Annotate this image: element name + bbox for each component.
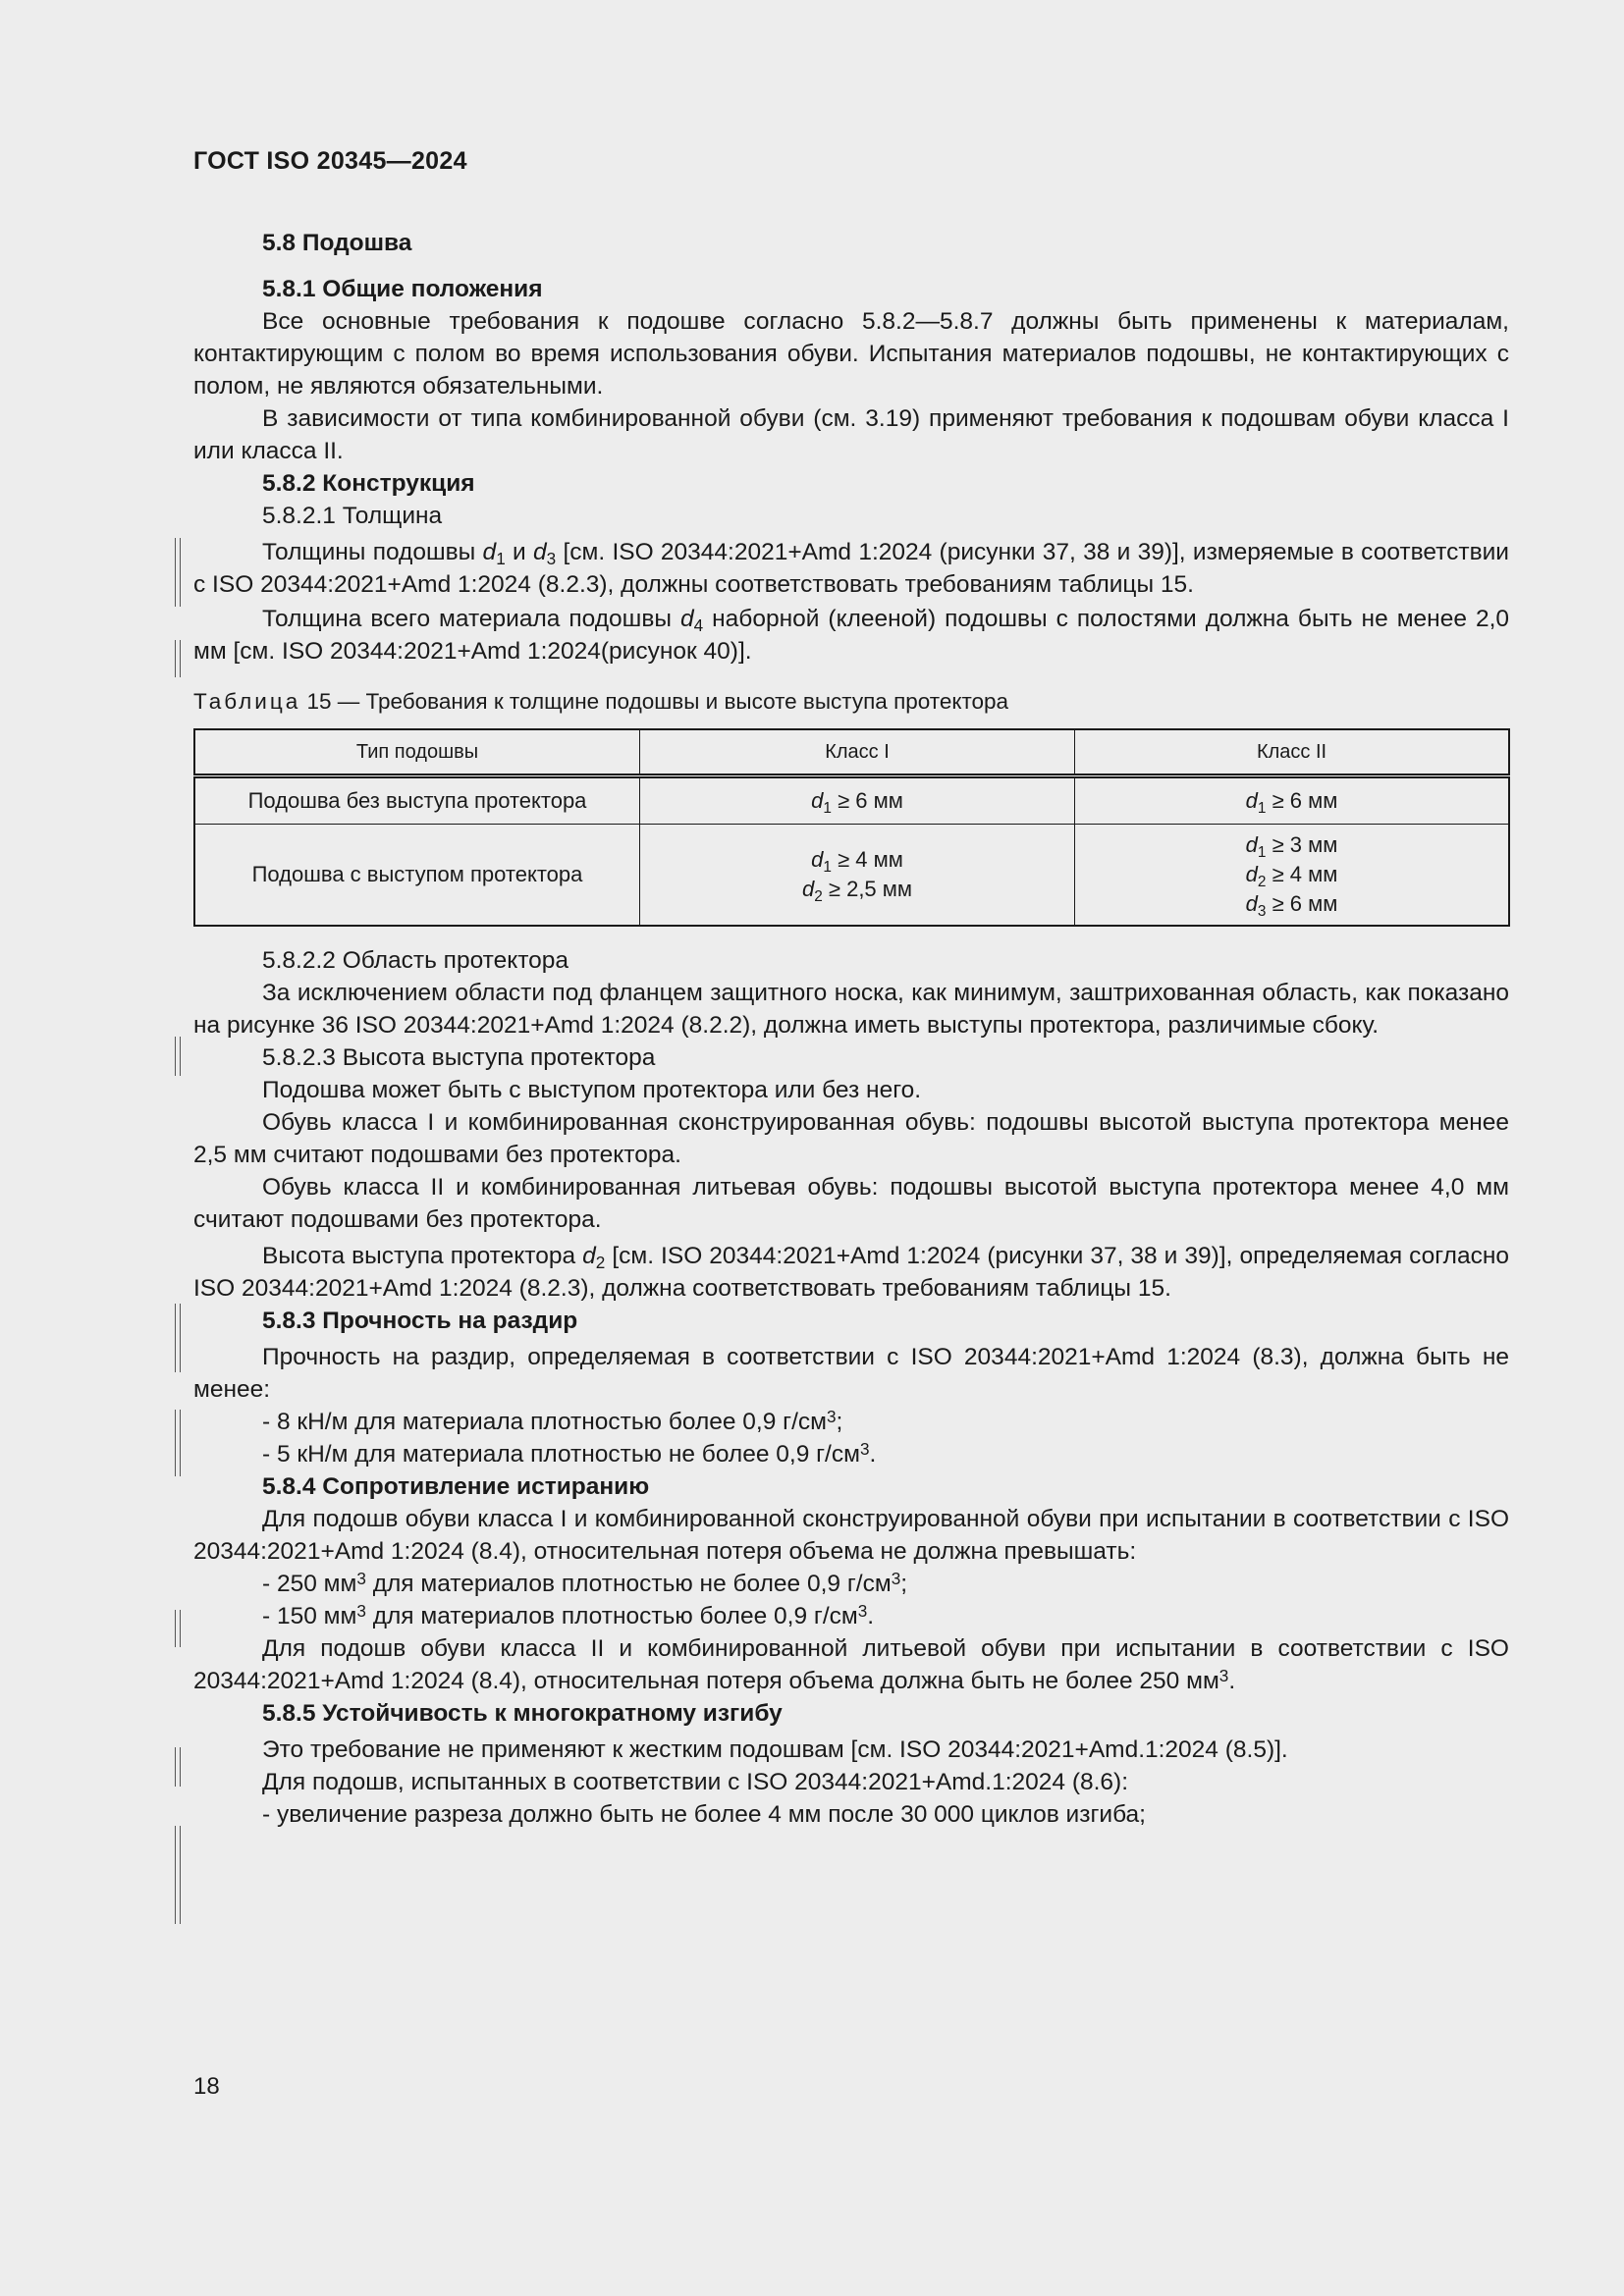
subsection-heading: 5.8.2.3 Высота выступа протектора [262, 1044, 656, 1071]
table-row [194, 776, 1509, 825]
table-cell: $d_1 \ge 6$ мм [1075, 776, 1510, 825]
revision-bar [175, 640, 181, 677]
header-cell: Тип подошвы [194, 729, 640, 776]
subsection-heading: 5.8.2.2 Область протектора [262, 947, 569, 974]
paragraph: Это требование не применяют к жестким подошвам [см. ISO 20344:2021+Amd.1:2024 (8.5)]. [262, 1736, 1288, 1763]
revision-bar [175, 1410, 181, 1476]
revision-bar [175, 1610, 181, 1647]
table-cell: $d_1 \ge 4$ мм $d_2 \ge 2,5$ мм [640, 825, 1075, 927]
paragraph: Обувь класса II и комбинированная литьевая обувь: подошвы высотой выступа протектора менее 4,0 мм считают подошвами без протектора. [193, 1174, 1509, 1233]
section-heading: 5.8 Подошва [262, 230, 412, 256]
table-caption: Таблица 15 — Требования к толщине подошвы и высоте выступа протектора [193, 689, 1009, 714]
list-item: - 250 $мм^3$ для материалов плотностью не более 0,9 $г/см^3$; [262, 1569, 908, 1597]
section-heading: 5.8.5 Устойчивость к многократному изгибу [262, 1700, 783, 1727]
paragraph: В зависимости от типа комбинированной обуви (см. 3.19) применяют требования к подошвам обуви класса I или класса II. [193, 405, 1509, 464]
revision-bar [175, 538, 181, 607]
paragraph: Для подошв обуви класса I и комбинированной сконструированной обуви при испытании в соответствии с ISO 20344:2021+Amd 1:2024 (8.4), относительная потеря объема не должна превышать: [193, 1506, 1509, 1565]
paragraph: Для подошв, испытанных в соответствии с ISO 20344:2021+Amd.1:2024 (8.6): [262, 1769, 1128, 1795]
table-cell: $d_1 \ge 3$ мм $d_2 \ge 4$ мм $d_3 \ge 6$ мм [1075, 825, 1510, 927]
revision-bar [175, 1304, 181, 1372]
document-header: ГОСТ ISO 20345—2024 [193, 147, 467, 175]
revision-bar [175, 1747, 181, 1787]
list-item: - 8 кН/м для материала плотностью более 0,9 $г/см^3$; [262, 1407, 843, 1435]
paragraph: Толщины подошвы $d_1$ и $d_3$ [см. ISO 20344:2021+Amd 1:2024 (рисунки 37, 38 и 39)], измеряемые в соответствии с ISO 20344:2021+Amd 1:2024 (8.2.3), должны соответствовать требованиям таблицы 15. [193, 539, 1509, 598]
table-header-row [194, 729, 1509, 776]
paragraph: Обувь класса I и комбинированная сконструированная обувь: подошвы высотой выступа протектора менее 2,5 мм считают подошвами без протектора. [193, 1109, 1509, 1168]
header-cell: Класс II [1075, 729, 1510, 776]
table-row [194, 825, 1509, 927]
subsection-heading: 5.8.2.1 Толщина [262, 503, 443, 529]
section-heading: 5.8.1 Общие положения [262, 276, 543, 302]
paragraph: Высота выступа протектора $d_2$ [см. ISO 20344:2021+Amd 1:2024 (рисунки 37, 38 и 39)], определяемая согласно ISO 20344:2021+Amd 1:2024 (8.2.3), должна соответствовать требованиям таблицы 15. [193, 1243, 1509, 1302]
revision-bar [175, 1037, 181, 1076]
sole-thickness-table [193, 728, 1510, 927]
section-heading: 5.8.3 Прочность на раздир [262, 1308, 578, 1334]
row-label: Подошва без выступа протектора [194, 776, 640, 825]
paragraph: Прочность на раздир, определяемая в соответствии с ISO 20344:2021+Amd 1:2024 (8.3), должна быть не менее: [193, 1344, 1509, 1403]
section-heading: 5.8.4 Сопротивление истиранию [262, 1473, 650, 1500]
page-number: 18 [193, 2073, 220, 2100]
section-heading: 5.8.2 Конструкция [262, 470, 475, 497]
paragraph: Все основные требования к подошве согласно 5.8.2—5.8.7 должны быть применены к материалам, контактирующим с полом во время использования обуви. Испытания материалов подошвы, не контактирующих с полом, не являются обязательными. [193, 308, 1509, 400]
table-container [193, 728, 1509, 927]
list-item: - 150 $мм^3$ для материалов плотностью более 0,9 $г/см^3$. [262, 1601, 875, 1629]
paragraph: Подошва может быть с выступом протектора или без него. [262, 1077, 922, 1103]
revision-bar [175, 1826, 181, 1924]
list-item: - 5 кН/м для материала плотностью не более 0,9 $г/см^3$. [262, 1439, 877, 1468]
list-item: - увеличение разреза должно быть не более 4 мм после 30 000 циклов изгиба; [262, 1801, 1146, 1828]
header-cell: Класс I [640, 729, 1075, 776]
table-cell: $d_1 \ge 6$ мм [640, 776, 1075, 825]
paragraph: За исключением области под фланцем защитного носка, как минимум, заштрихованная область, как показано на рисунке 36 ISO 20344:2021+Amd 1:2024 (8.2.2), должна иметь выступы протектора, различимые сбоку. [193, 980, 1509, 1039]
row-label: Подошва с выступом протектора [194, 825, 640, 927]
paragraph: Для подошв обуви класса II и комбинированной литьевой обуви при испытании в соответствии с ISO 20344:2021+Amd 1:2024 (8.4), относительная потеря объема должна быть не более 250 $мм^3$. [193, 1635, 1509, 1694]
document-body [193, 147, 1509, 1831]
paragraph: Толщина всего материала подошвы $d_4$ наборной (клееной) подошвы с полостями должна быть не менее 2,0 мм [см. ISO 20344:2021+Amd 1:2024(рисунок 40)]. [193, 606, 1509, 665]
